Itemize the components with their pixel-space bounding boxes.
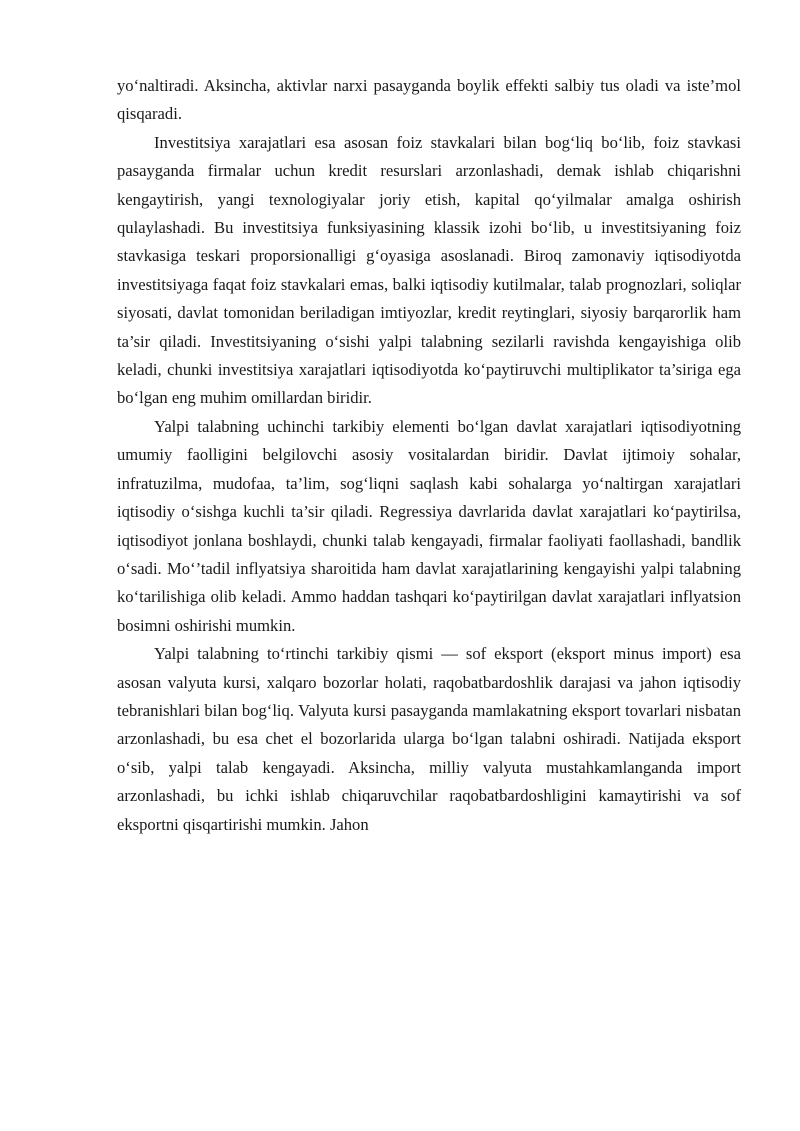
paragraph-4: Yalpi talabning to‘rtinchi tarkibiy qismi — sof eksport (eksport minus import) esa asosan valyuta kursi, xalqaro bozorlar holati, raqobatbardoshlik darajasi va jahon iqtisodiy tebranishlari bilan bog‘liq. Valyuta kursi pasayganda mamlakatning eksport tovarlari nisbatan arzonlashadi, bu esa chet el bozorlarida ularga bo‘lgan talabni oshiradi. Natijada eksport o‘sib, yalpi talab kengayadi. Aksincha, milliy valyuta mustahkamlanganda import arzonlashadi, bu ichki ishlab chiqaruvchilar raqobatbardoshligini kamaytirishi va sof eksportni qisqartirishi mumkin. Jahon bbox=[117, 644, 741, 834]
paragraph-3: Yalpi talabning uchinchi tarkibiy elementi bo‘lgan davlat xarajatlari iqtisodiyotning umumiy faolligini belgilovchi asosiy vositalardan biridir. Davlat ijtimoiy sohalar, infratuzilma, mudofaa, ta’lim, sog‘liqni saqlash kabi sohalarga yo‘naltirgan xarajatlari iqtisodiy o‘sishga kuchli ta’sir qiladi. Regressiya davrlarida davlat xarajatlari ko‘paytirilsa, iqtisodiyot jonlana boshlaydi, chunki talab kengayadi, firmalar faoliyati faollashadi, bandlik o‘sadi. Mo‘’tadil inflyatsiya sharoitida ham davlat xarajatlarining kengayishi yalpi talabning ko‘tarilishiga olib keladi. Ammo haddan tashqari ko‘paytirilgan davlat xarajatlari inflyatsion bosimni oshirishi mumkin. bbox=[117, 416, 741, 635]
paragraph-2: Investitsiya xarajatlari esa asosan foiz stavkalari bilan bog‘liq bo‘lib, foiz stavkasi pasayganda firmalar uchun kredit resurslari arzonlashadi, demak ishlab chiqarishni kengaytirish, yangi texnologiyalar joriy etish, kapital qo‘yilmalar amalga oshirish qulaylashadi. Bu investitsiya funksiyasining klassik izohi bo‘lib, u investitsiyaning foiz stavkasiga teskari proporsionalligi g‘oyasiga asoslanadi. Biroq zamonaviy iqtisodiyotda investitsiyaga faqat foiz stavkalari emas, balki iqtisodiy kutilmalar, talab prognozlari, soliqlar siyosati, davlat tomonidan beriladigan imtiyozlar, kredit reytinglari, siyosiy barqarorlik ham ta’sir qiladi. Investitsiyaning o‘sishi yalpi talabning sezilarli ravishda kengayishiga olib keladi, chunki investitsiya xarajatlari iqtisodiyotda ko‘paytiruvchi multiplikator ta’siriga ega bo‘lgan eng muhim omillardan biridir. bbox=[117, 132, 741, 408]
document-page bbox=[117, 72, 741, 839]
paragraph-1: yo‘naltiradi. Aksincha, aktivlar narxi pasayganda boylik effekti salbiy tus oladi va iste’mol qisqaradi. bbox=[117, 76, 741, 124]
